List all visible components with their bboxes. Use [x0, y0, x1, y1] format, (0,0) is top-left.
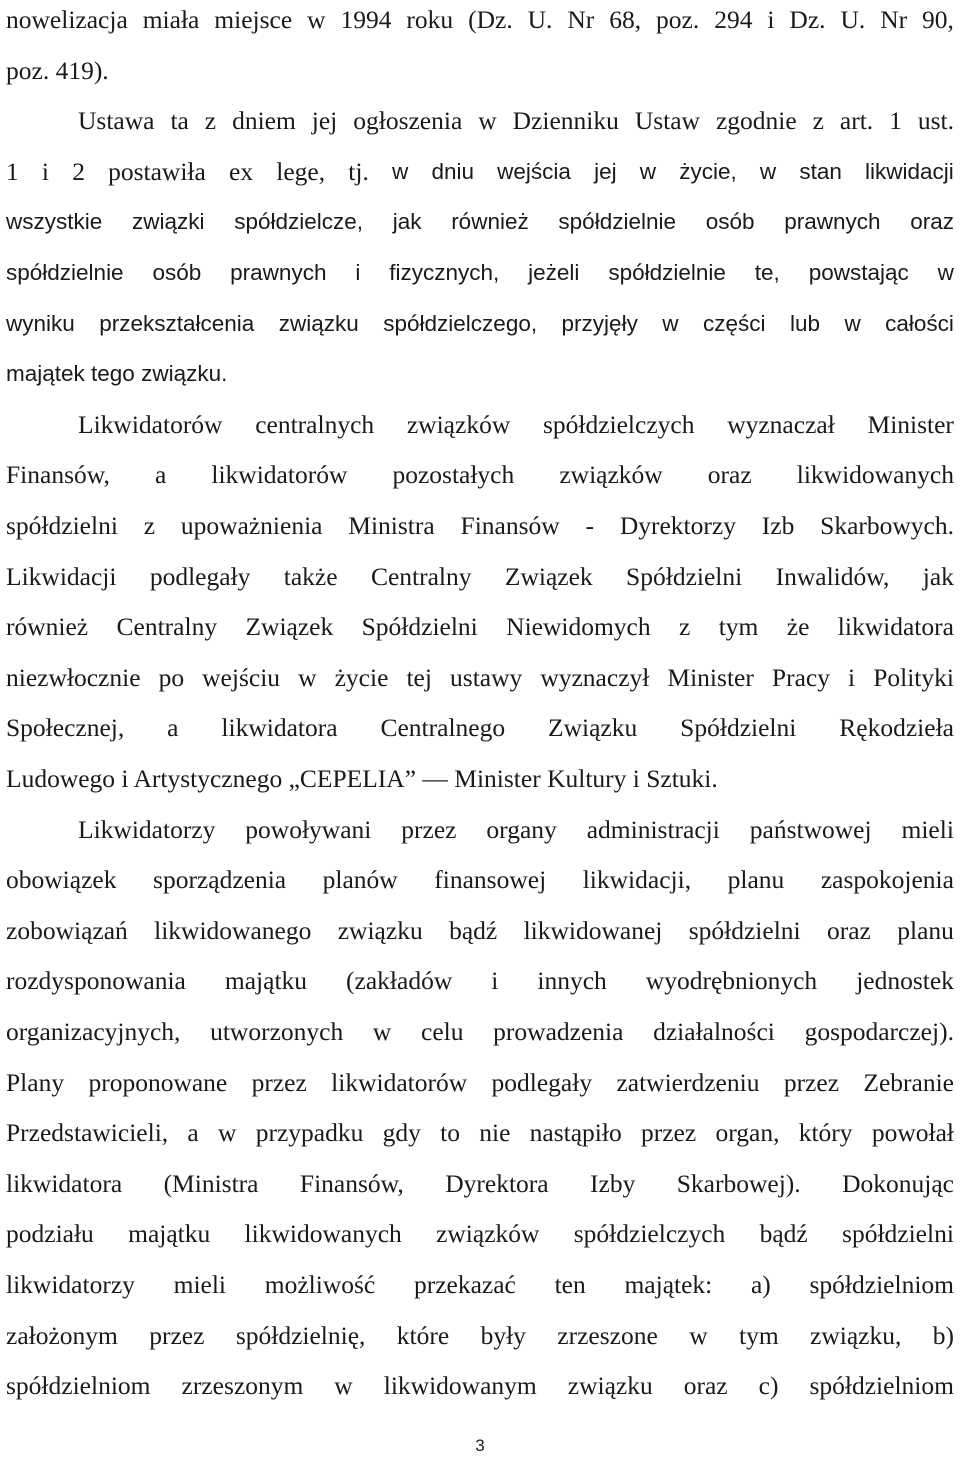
page-number: 3: [475, 1436, 485, 1455]
text-line: wyniku przekształcenia związku spółdzielczego, przyjęły w części lub w całości: [6, 310, 954, 336]
text-line: Likwidatorzy powoływani przez organy administracji państwowej mieli: [78, 814, 954, 844]
text-line: poz. 419).: [6, 55, 109, 85]
text-line: Przedstawicieli, a w przypadku gdy to nie nastąpiło przez organ, który powołał: [6, 1118, 954, 1148]
text-line: spółdzielni z upoważnienia Ministra Finansów - Dyrektorzy Izb Skarbowych.: [6, 511, 954, 540]
text-line: rozdysponowania majątku (zakładów i innych wyodrębnionych jednostek: [6, 966, 954, 996]
text-line: Ludowego i Artystycznego „CEPELIA” — Minister Kultury i Sztuki.: [6, 764, 718, 793]
text-line: obowiązek sporządzenia planów finansowej likwidacji, planu zaspokojenia: [6, 865, 954, 895]
text-line: wszystkie związki spółdzielcze, jak również spółdzielnie osób prawnych oraz: [6, 209, 954, 235]
text-line: Ustawa ta z dniem jej ogłoszenia w Dzienniku Ustaw zgodnie z art. 1 ust.: [78, 106, 954, 136]
text-line: Likwidacji podlegały także Centralny Związek Spółdzielni Inwalidów, jak: [6, 561, 954, 591]
text-line: podziału majątku likwidowanych związków spółdzielczych bądź spółdzielni: [6, 1219, 954, 1249]
text-line: spółdzielnie osób prawnych i fizycznych, jeżeli spółdzielnie te, powstając w: [6, 260, 954, 285]
text-line: likwidatorzy mieli możliwość przekazać ten majątek: a) spółdzielniom: [6, 1270, 954, 1299]
text-line: spółdzielniom zrzeszonym w likwidowanym związku oraz c) spółdzielniom: [6, 1371, 954, 1401]
text-line: zobowiązań likwidowanego związku bądź likwidowanej spółdzielni oraz planu: [6, 915, 954, 945]
text-line: również Centralny Związek Spółdzielni Niewidomych z tym że likwidatora: [6, 612, 954, 642]
text-line: Likwidatorów centralnych związków spółdzielczych wyznaczał Minister: [78, 409, 954, 439]
text-line: organizacyjnych, utworzonych w celu prowadzenia działalności gospodarczej).: [6, 1017, 954, 1046]
text-line: likwidatora (Ministra Finansów, Dyrektora Izby Skarbowej). Dokonując: [6, 1168, 954, 1198]
text-line: Finansów, a likwidatorów pozostałych związków oraz likwidowanych: [6, 460, 954, 490]
text-line: nowelizacja miała miejsce w 1994 roku (Dz. U. Nr 68, poz. 294 i Dz. U. Nr 90,: [6, 5, 954, 34]
text-line: Społecznej, a likwidatora Centralnego Związku Spółdzielni Rękodzieła: [6, 713, 954, 743]
text-line: 1 i 2 postawiła ex lege, tj. w dniu wejścia jej w życie, w stan likwidacji: [6, 156, 954, 186]
text-line: majątek tego związku.: [6, 361, 228, 387]
text-line: Plany proponowane przez likwidatorów podlegały zatwierdzeniu przez Zebranie: [6, 1067, 954, 1097]
text-line: założonym przez spółdzielnię, które były zrzeszone w tym związku, b): [6, 1320, 954, 1350]
text-line: niezwłocznie po wejściu w życie tej ustawy wyznaczył Minister Pracy i Polityki: [6, 662, 954, 692]
